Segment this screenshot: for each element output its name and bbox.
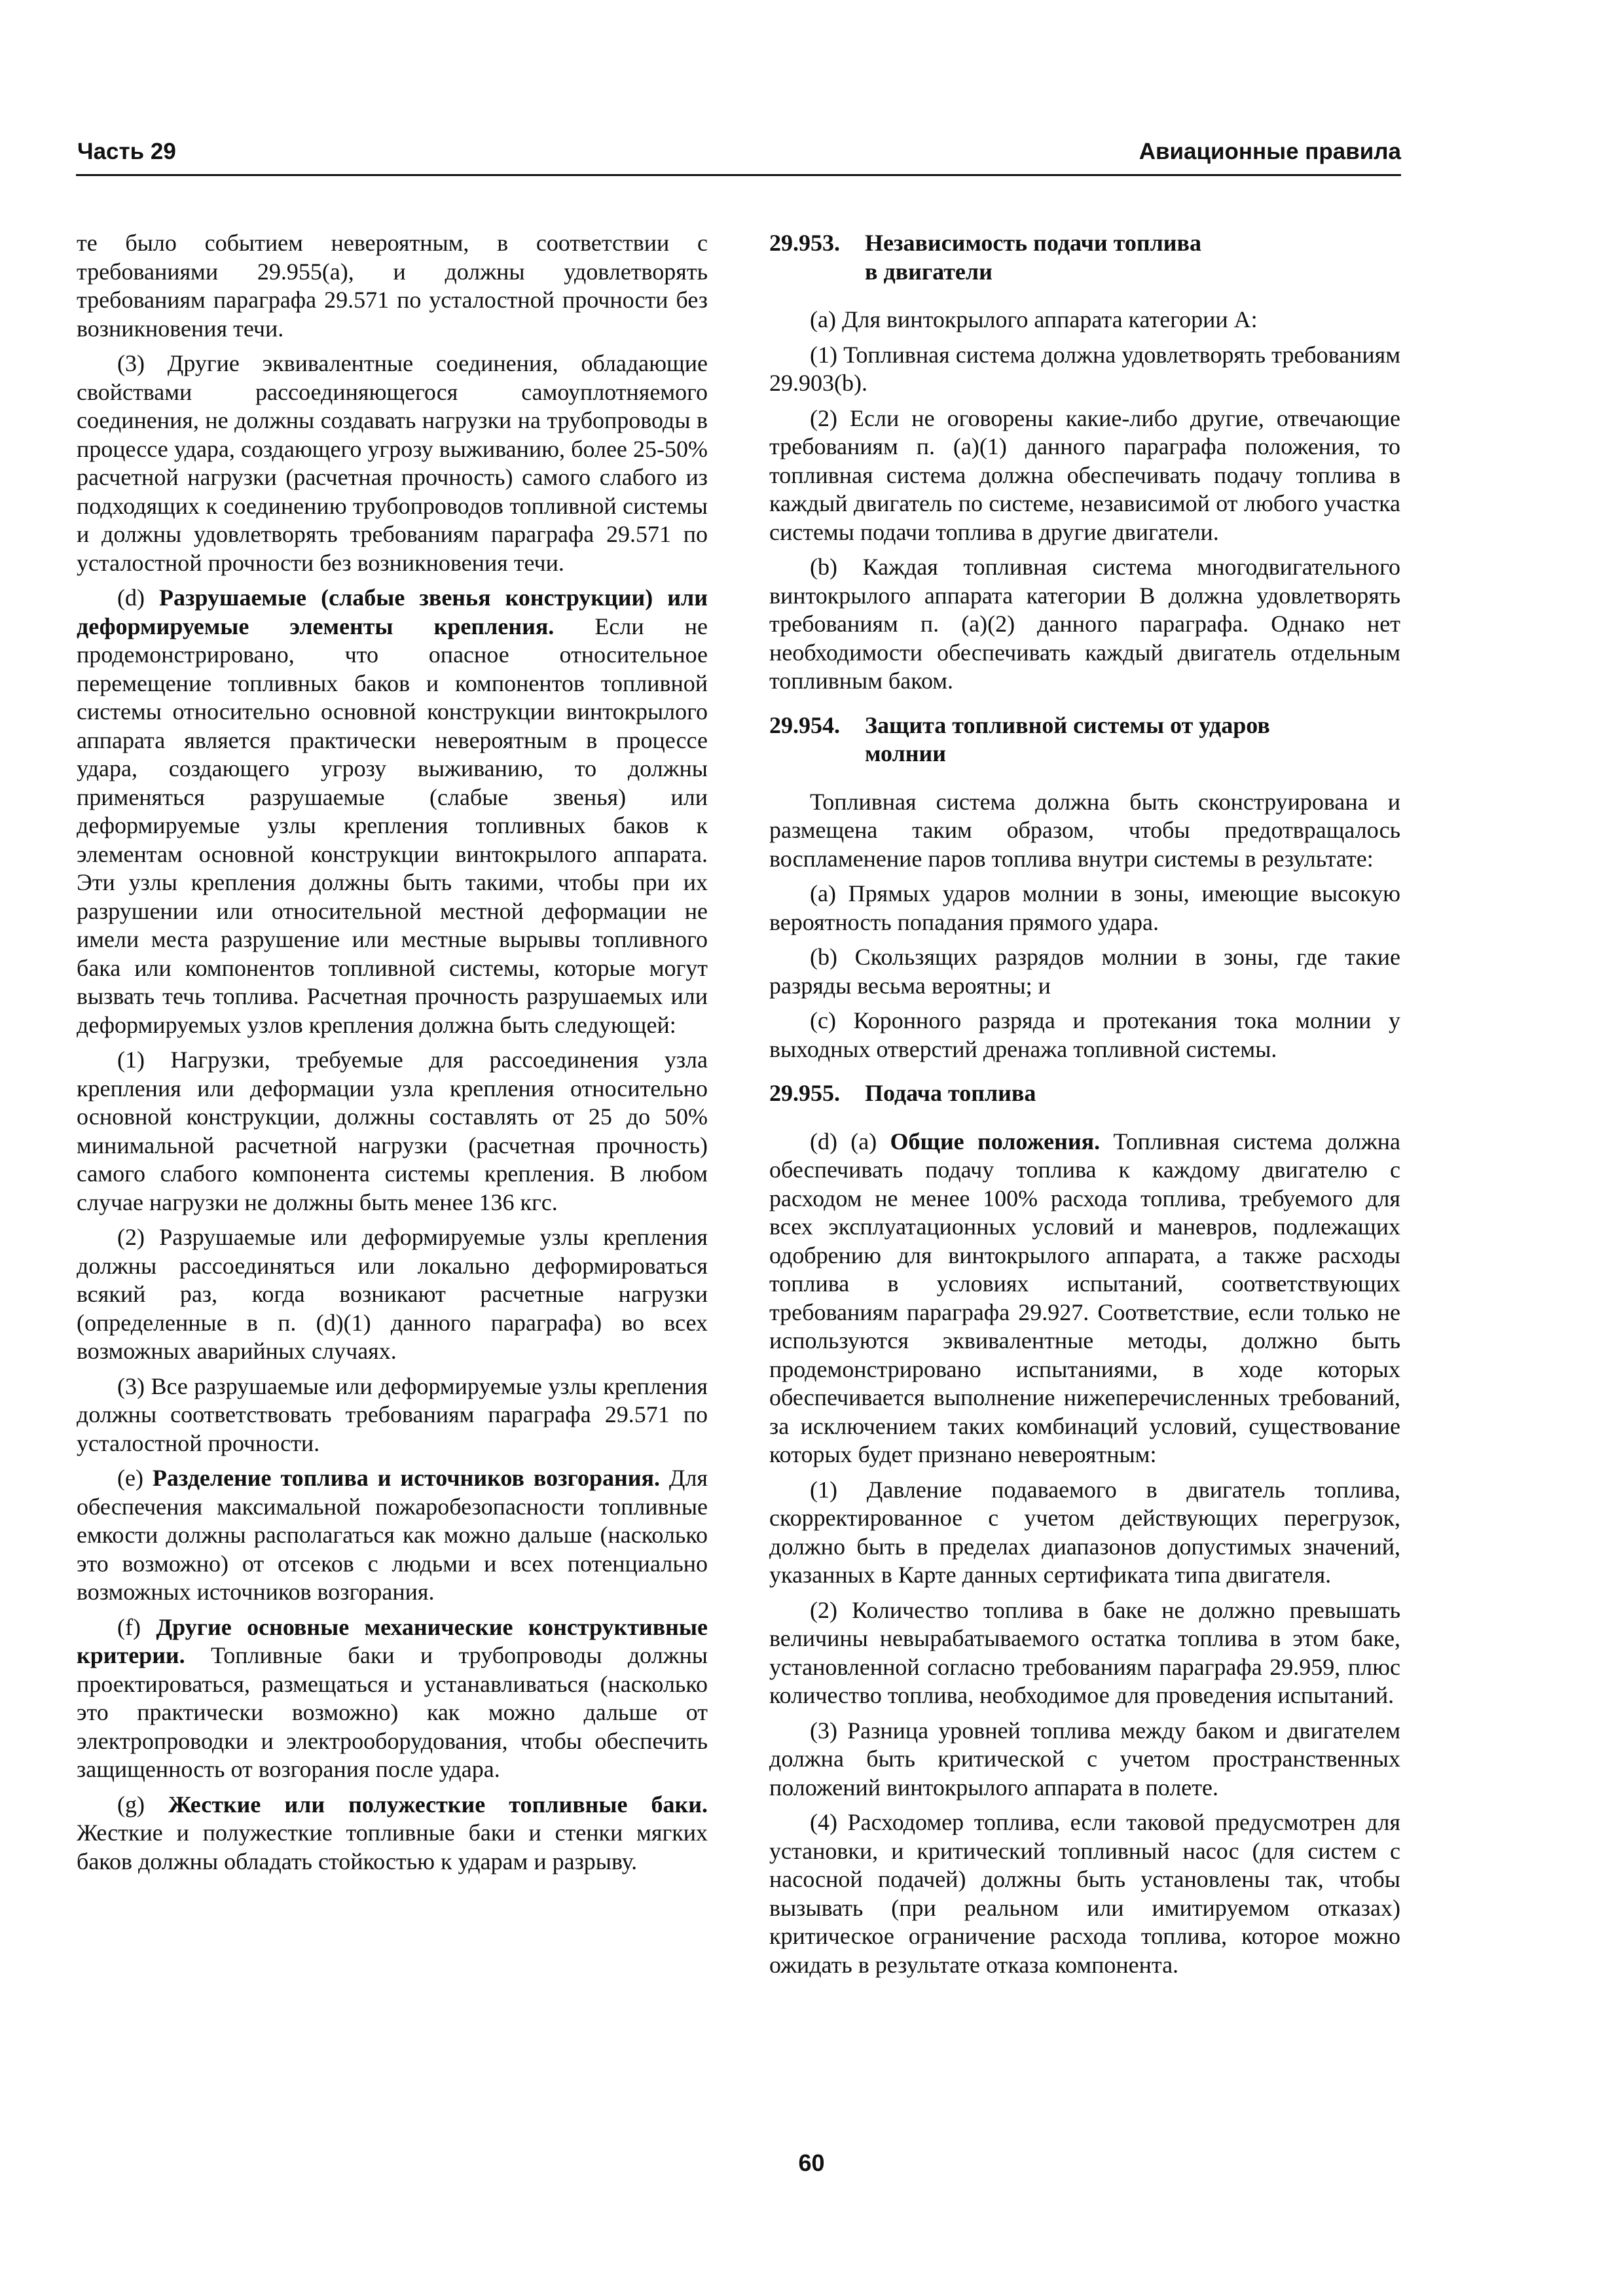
section-title: Подача топлива (865, 1080, 1036, 1106)
paragraph-text: Для обеспечения максимальной пожаробезопасности топливные емкости должны располагаться как можно дальше (насколько это возможно) от отсеков с людьми и всех потенциально возможных источников возгорания. (77, 1465, 708, 1605)
paragraph: (1) Давление подаваемого в двигатель топлива, скорректированное с учетом действующих перегрузок, должно быть в пределах диапазонов допустимых значений, указанных в Карте данных сертификата типа двигателя. (769, 1476, 1400, 1588)
paragraph: (2) Количество топлива в баке не должно превышать величины невырабатываемого остатка топлива в этом баке, установленной согласно требованиям параграфа 29.959, плюс количество топлива, необходимое для проведения испытаний. (769, 1596, 1400, 1708)
paragraph: (2) Если не оговорены какие-либо другие, отвечающие требованиям п. (a)(1) данного параграфа положения, то топливная система должна обеспечивать подачу топлива в каждый двигатель по системе, независимой от любого участка системы подачи топлива в другие двигатели. (769, 404, 1400, 545)
paragraph-text: Топливные баки и трубопроводы должны проектироваться, размещаться и устанавливаться (насколько это практически возможно) как можно дальше от электропроводки и электрооборудования, чтобы обеспечить защищенность от возгорания после удара. (77, 1642, 708, 1782)
paragraph-heading: Другие основные механические конструктивные критерии. (77, 1613, 708, 1668)
paragraph-text: Топливная система должна обеспечивать подачу топлива к каждому двигателю с расходом не менее 100% расхода топлива, требуемого для всех эксплуатационных условий и маневров, подлежащих одобрению для винтокрылого аппарата, а также расходы топлива в условиях испытаний, соответствующих требованиям параграфа 29.927. Соответствие, если только не используются эквивалентные методы, должно быть продемонстрировано испытаниями, в ходе которых обеспечивается выполнение нижеперечисленных требований, за исключением таких комбинаций условий, существование которых будет признано невероятным: (769, 1128, 1400, 1467)
paragraph-lead: (f) (117, 1613, 156, 1640)
section-heading-29-953 (769, 229, 1400, 286)
paragraph-lead: (g) (117, 1791, 169, 1818)
section-title-continued: в двигатели (865, 258, 993, 285)
section-number: 29.955. (769, 1080, 840, 1106)
section-number: 29.954. (769, 711, 840, 738)
paragraph-heading: Жесткие или полужесткие топливные баки. (168, 1791, 708, 1818)
paragraph-lead: (d) (117, 584, 160, 611)
section-heading-29-955 (769, 1079, 1400, 1108)
section-heading-29-954 (769, 711, 1400, 768)
page-header (76, 139, 1401, 176)
header-title: Авиационные правила (1139, 139, 1401, 164)
paragraph-lead: (d) (a) (810, 1128, 890, 1155)
paragraph-heading: Общие положения. (890, 1128, 1101, 1155)
paragraph: (a) Для винтокрылого аппарата категории А: (810, 306, 1258, 332)
paragraph-heading: Разрушаемые (слабые звенья конструкции) или деформируемые элементы крепления. (77, 584, 708, 639)
paragraph-g (77, 1791, 708, 1876)
paragraph: (1) Топливная система должна удовлетворять требованиям 29.903(b). (769, 341, 1400, 396)
header-part: Часть 29 (77, 139, 176, 164)
paragraph-lead: (e) (117, 1465, 153, 1491)
paragraph-e (77, 1464, 708, 1607)
section-title: Независимость подачи топлива (865, 230, 1201, 256)
paragraph-a (769, 1128, 1400, 1469)
section-title: Защита топливной системы от ударов (865, 711, 1270, 738)
paragraph: (b) Скользящих разрядов молнии в зоны, где такие разряды весьма вероятны; и (769, 944, 1400, 999)
paragraph: (b) Каждая топливная система многодвигательного винтокрылого аппарата категории В должна удовлетворять требованиям п. (a)(2) данного параграфа. Однако нет необходимости обеспечивать каждый двигатель отдельным топливным баком. (769, 554, 1400, 694)
paragraph: (3) Другие эквивалентные соединения, обладающие свойствами рассоединяющегося самоуплотняемого соединения, не должны создавать нагрузки на трубопроводы в процессе удара, создающего угрозу выживанию, более 25-50% расчетной нагрузки (расчетная прочность) самого слабого из подходящих к соединению трубопроводов топливной системы и должны удовлетворять требованиям параграфа 29.571 по усталостной прочности без возникновения течи. (77, 350, 708, 576)
paragraph-text: Жесткие и полужесткие топливные баки и стенки мягких баков должны обладать стойкостью к ударам и разрыву. (77, 1820, 708, 1874)
right-column (769, 229, 1400, 1986)
paragraph: Топливная система должна быть сконструирована и размещена таким образом, чтобы предотвращалось воспламенение паров топлива внутри системы в результате: (769, 788, 1400, 872)
paragraph: те было событием невероятным, в соответствии с требованиями 29.955(a), и должны удовлетворять требованиям параграфа 29.571 по усталостной прочности без возникновения течи. (77, 230, 708, 342)
paragraph-d (77, 584, 708, 1039)
paragraph: (a) Прямых ударов молнии в зоны, имеющие высокую вероятность попадания прямого удара. (769, 880, 1400, 935)
page-number: 60 (798, 2149, 825, 2176)
paragraph: (3) Все разрушаемые или деформируемые узлы крепления должны соответствовать требованиям параграфа 29.571 по усталостной прочности. (77, 1372, 708, 1456)
left-column (77, 229, 708, 1882)
paragraph: (c) Коронного разряда и протекания тока молнии у выходных отверстий дренажа топливной системы. (769, 1007, 1400, 1062)
paragraph-heading: Разделение топлива и источников возгорания. (152, 1465, 660, 1491)
paragraph: (3) Разница уровней топлива между баком и двигателем должна быть критической с учетом пространственных положений винтокрылого аппарата в полете. (769, 1717, 1400, 1801)
paragraph: (1) Нагрузки, требуемые для рассоединения узла крепления или деформации узла крепления относительно основной конструкции, должны составлять от 25 до 50% минимальной расчетной нагрузки (расчетная прочность) самого слабого компонента системы крепления. В любом случае нагрузки не должны быть менее 136 кгс. (77, 1047, 708, 1215)
paragraph: (4) Расходомер топлива, если таковой предусмотрен для установки, и критический топливный насос (для систем с насосной подачей) должны быть установлены так, чтобы вызывать (при реальном или имитируемом отказах) критическое ограничение расхода топлива, которое можно ожидать в результате отказа компонента. (769, 1809, 1400, 1978)
paragraph-text: Если не продемонстрировано, что опасное относительное перемещение топливных баков и компонентов топливной системы относительно основной конструкции винтокрылого аппарата является практически невероятным в процессе удара, создающего угрозу выживанию, то должны применяться разрушаемые (слабые звенья) или деформируемые узлы крепления топливных баков к элементам основной конструкции винтокрылого аппарата. Эти узлы крепления должны быть такими, чтобы при их разрушении или относительной местной деформации не имели места разрушение или местные вырывы топливного бака или компонентов топливной системы, которые могут вызвать течь топлива. Расчетная прочность разрушаемых или деформируемых узлов крепления должна быть следующей: (77, 613, 708, 1038)
paragraph-f (77, 1613, 708, 1784)
section-title-continued: молнии (865, 740, 946, 766)
section-number: 29.953. (769, 230, 840, 256)
paragraph: (2) Разрушаемые или деформируемые узлы крепления должны рассоединяться или локально деформироваться всякий раз, когда возникают расчетные нагрузки (определенные в п. (d)(1) данного параграфа) во всех возможных аварийных случаях. (77, 1224, 708, 1364)
